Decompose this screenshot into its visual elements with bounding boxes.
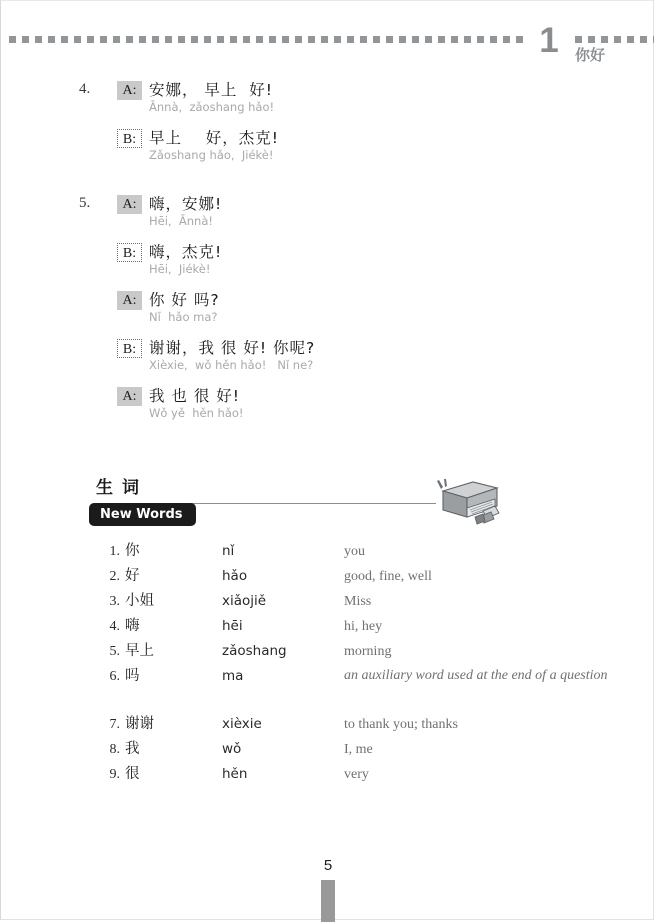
vocab-pinyin: zǎoshang [222,643,287,659]
vocab-pinyin: ma [222,668,244,684]
speaker-label-b: B: [117,339,142,358]
book-icon [425,475,505,531]
vocab-row [1,664,654,712]
chapter-number: 1 [539,21,559,60]
dialogue-hanzi: 谢谢，我 很 好! 你呢? [149,339,316,357]
chapter-title: 你好 [575,46,606,64]
vocab-pinyin: wǒ [222,741,242,757]
dialogue-item [1,193,654,421]
header-dotted-rule-left [9,36,528,43]
vocab-row [1,737,654,762]
dialogue-number: 4. [79,81,91,97]
dialogue-line [117,193,654,229]
dialogue-lines [117,193,654,421]
vocab-english: you [344,544,365,559]
vocab-pinyin: nǐ [222,543,235,559]
dialogue-hanzi: 早上 好，杰克! [149,129,279,147]
page-number: 5 [323,857,333,874]
vocab-hanzi: 你 [125,543,140,559]
vocab-row [1,762,654,787]
vocab-number: 1. [109,544,120,559]
vocab-english: I, me [344,742,373,757]
dialogue-hanzi: 安娜， 早上 好! [149,81,273,99]
vocab-hanzi: 小姐 [125,593,154,609]
new-words-badge: New Words [89,503,196,526]
vocab-number: 7. [109,717,120,732]
vocab-hanzi: 很 [125,766,140,782]
dialogue-line [117,127,654,163]
dialogue-lines [117,79,654,163]
new-words-heading-cn: 生词 [96,478,148,498]
speaker-label-b: B: [117,129,142,148]
dialogue-line [117,337,654,373]
vocab-hanzi: 早上 [125,643,154,659]
vocab-pinyin: xiǎojiě [222,593,267,609]
vocab-english: morning [344,644,392,659]
vocab-english: Miss [344,594,372,609]
speaker-label-a: A: [117,195,142,214]
vocab-row [1,639,654,664]
dialogue-pinyin: Wǒ yě hěn hǎo! [149,406,244,420]
vocab-pinyin: hǎo [222,568,248,584]
vocab-pinyin: hēi [222,618,243,634]
vocab-english: very [344,767,369,782]
vocab-row [1,712,654,737]
vocab-row [1,589,654,614]
vocab-english: to thank you; thanks [344,717,458,732]
speaker-label-a: A: [117,81,142,100]
vocab-hanzi: 我 [125,741,140,757]
vocab-row [1,564,654,589]
vocab-pinyin: hěn [222,766,248,782]
vocab-number: 9. [109,767,120,782]
dialogue-section [1,79,654,426]
vocab-english: an auxiliary word used at the end of a question [344,668,608,683]
footer-bar [321,880,335,922]
dialogue-hanzi: 嗨，杰克! [149,243,223,261]
dialogue-hanzi: 你 好 吗? [149,291,220,309]
speaker-label-b: B: [117,243,142,262]
speaker-label-a: A: [117,387,142,406]
dialogue-hanzi: 嗨，安娜! [149,195,223,213]
vocabulary-list [1,539,654,787]
dialogue-pinyin: Ānnà, zǎoshang hǎo! [149,100,275,114]
vocab-number: 4. [109,619,120,634]
vocab-hanzi: 谢谢 [125,716,154,732]
vocab-row [1,539,654,564]
dialogue-item [1,79,654,163]
dialogue-pinyin: Hēi, Ānnà! [149,214,213,228]
dialogue-pinyin: Hēi, Jiékè! [149,262,211,276]
dialogue-line [117,385,654,421]
dialogue-pinyin: Xièxie, wǒ hěn hǎo! Nǐ ne? [149,358,314,372]
dialogue-pinyin: Zǎoshang hǎo, Jiékè! [149,148,274,162]
vocab-hanzi: 吗 [125,668,140,684]
vocab-number: 2. [109,569,120,584]
vocab-number: 8. [109,742,120,757]
dialogue-number: 5. [79,195,91,211]
vocab-english: good, fine, well [344,569,432,584]
vocab-pinyin: xièxie [222,716,262,732]
vocab-number: 3. [109,594,120,609]
speaker-label-a: A: [117,291,142,310]
page-header [1,21,654,71]
vocab-number: 5. [109,644,120,659]
vocab-english: hi, hey [344,619,383,634]
header-dotted-rule-right [575,36,654,43]
dialogue-hanzi: 我 也 很 好! [149,387,240,405]
dialogue-line [117,241,654,277]
vocab-hanzi: 嗨 [125,618,140,634]
dialogue-pinyin: Nǐ hǎo ma? [149,310,218,324]
dialogue-line [117,79,654,115]
vocab-number: 6. [109,669,120,684]
vocab-row [1,614,654,639]
dialogue-line [117,289,654,325]
vocab-hanzi: 好 [125,568,140,584]
